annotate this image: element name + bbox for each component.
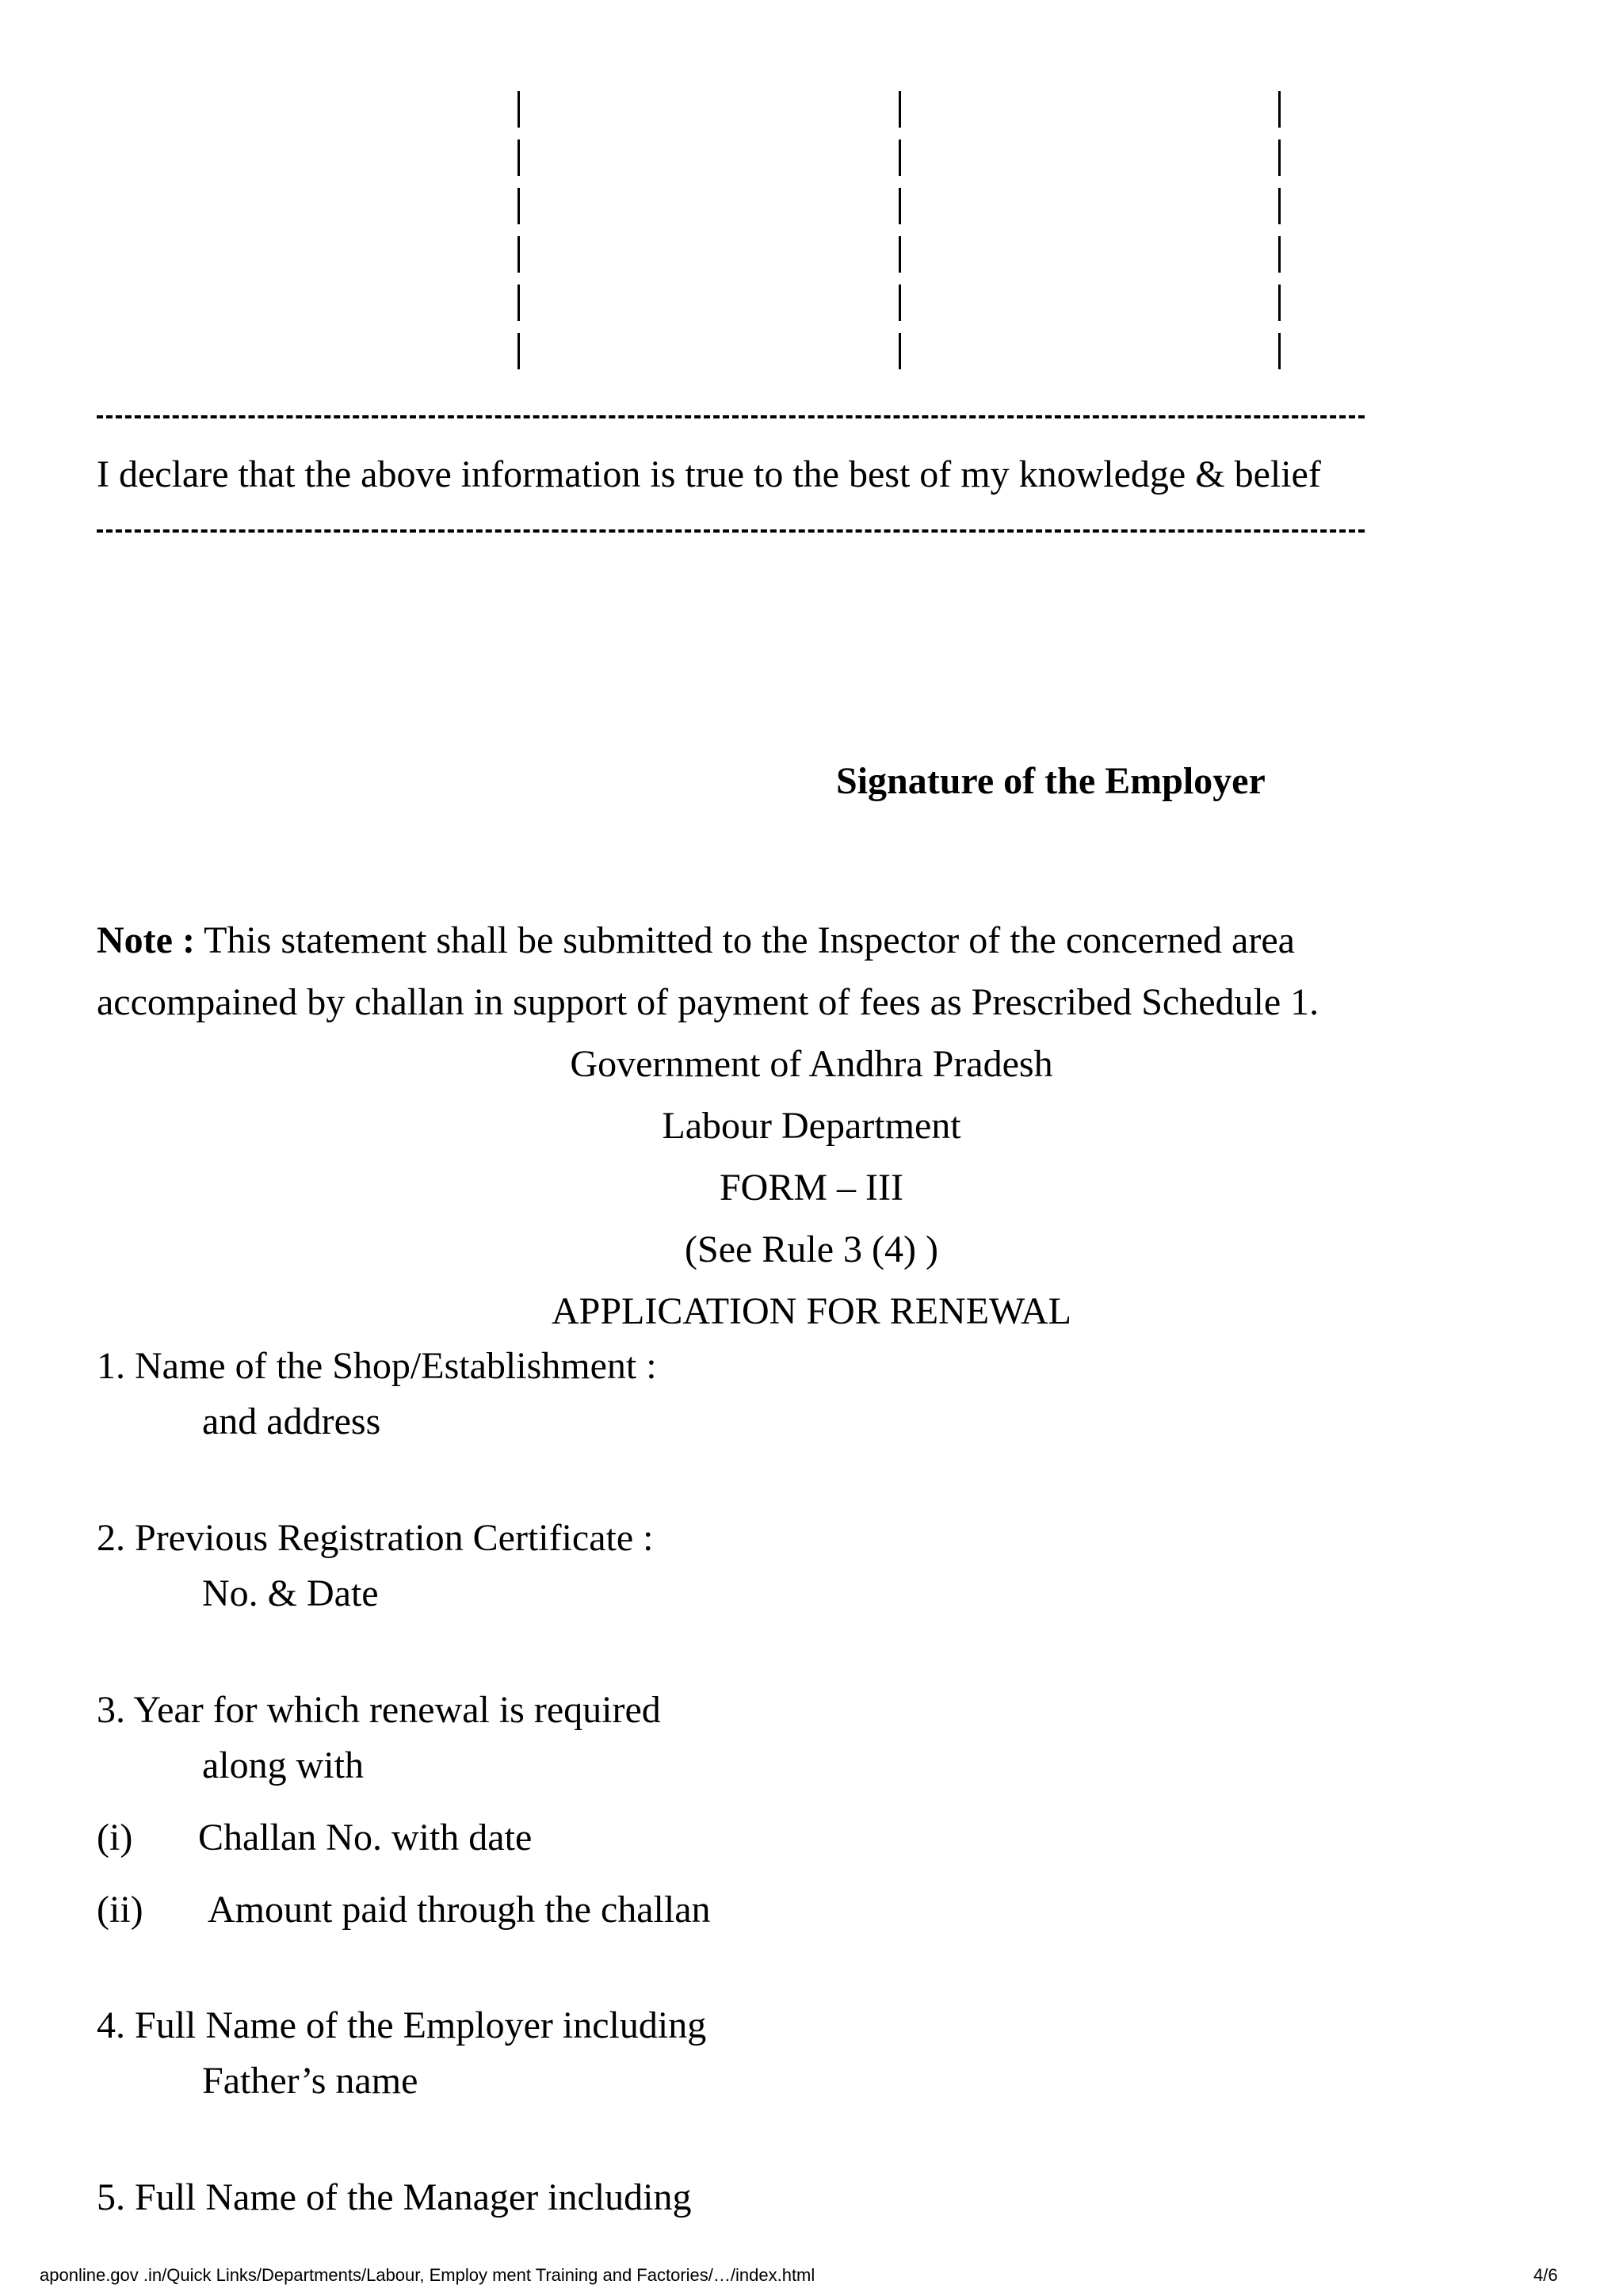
government-heading: Government of Andhra Pradesh xyxy=(570,1043,1053,1085)
footer-url: aponline.gov .in/Quick Links/Departments/Labour, Employ ment Training and Factories/…/index.html xyxy=(40,2265,815,2285)
field-2-label: 2. Previous Registration Certificate : xyxy=(97,1517,654,1559)
field-4-sublabel: Father’s name xyxy=(202,2060,418,2102)
field-1-label: 1. Name of the Shop/Establishment : xyxy=(97,1345,657,1387)
note-line-1 xyxy=(97,919,1295,961)
form-number: FORM – III xyxy=(719,1167,903,1209)
note-text-1: This statement shall be submitted to the Inspector of the concerned area xyxy=(194,919,1295,961)
field-1-sublabel: and address xyxy=(202,1400,381,1442)
field-5-label: 5. Full Name of the Manager including xyxy=(97,2176,692,2218)
field-2-sublabel: No. & Date xyxy=(202,1572,379,1614)
field-3-label: 3. Year for which renewal is required xyxy=(97,1689,661,1731)
declaration-text: I declare that the above information is true to the best of my knowledge & belief xyxy=(97,453,1321,495)
note-line-2: accompained by challan in support of payment of fees as Prescribed Schedule 1. xyxy=(97,981,1319,1023)
signature-label: Signature of the Employer xyxy=(836,760,1266,802)
field-3-sublabel: along with xyxy=(202,1744,364,1786)
department-heading: Labour Department xyxy=(662,1105,961,1147)
dashed-divider-bottom xyxy=(97,529,1365,533)
field-3-ii-number: (ii) xyxy=(97,1889,143,1931)
field-3-ii-label: Amount paid through the challan xyxy=(208,1889,711,1931)
application-title: APPLICATION FOR RENEWAL xyxy=(551,1290,1071,1332)
field-4-label: 4. Full Name of the Employer including xyxy=(97,2004,707,2046)
dashed-divider-top xyxy=(97,415,1365,418)
rule-reference: (See Rule 3 (4) ) xyxy=(685,1228,938,1270)
field-3-i-number: (i) xyxy=(97,1817,133,1859)
field-3-i-label: Challan No. with date xyxy=(198,1817,533,1859)
footer-page-number: 4/6 xyxy=(1533,2265,1558,2285)
note-label: Note : xyxy=(97,919,195,961)
